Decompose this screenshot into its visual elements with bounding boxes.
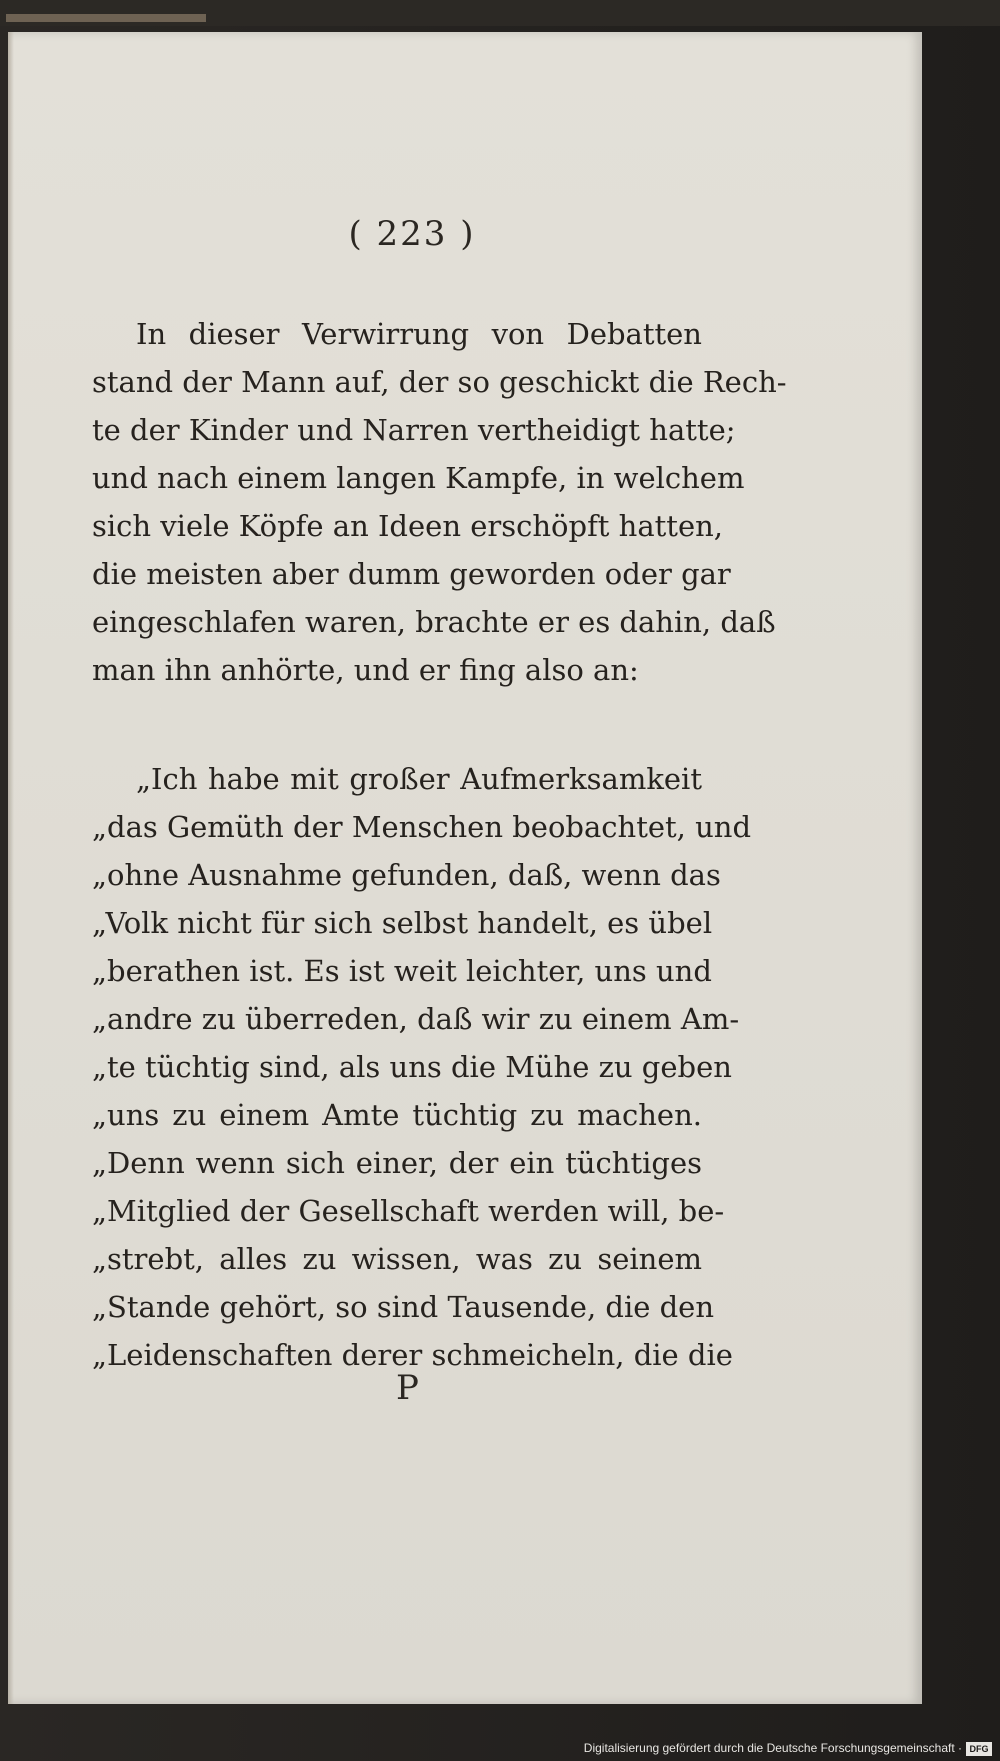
book-edge-strip: [6, 14, 206, 22]
text-line: und nach einem langen Kampfe, in welchem: [92, 461, 745, 495]
text-line: „Volk nicht für sich selbst handelt, es übel: [92, 906, 713, 940]
text-line: die meisten aber dumm geworden oder gar: [92, 557, 731, 591]
text-line: „Ich habe mit großer Aufmerksamkeit: [136, 762, 702, 796]
page-spine-shadow: [8, 32, 14, 1704]
text-line: te der Kinder und Narren vertheidigt hatte;: [92, 413, 736, 447]
text-line: „uns zu einem Amte tüchtig zu machen.: [92, 1098, 702, 1132]
text-line: „Denn wenn sich einer, der ein tüchtiges: [92, 1146, 702, 1180]
text-line: „das Gemüth der Menschen beobachtet, und: [92, 810, 752, 844]
text-line: eingeschlafen waren, brachte er es dahin, daß: [92, 605, 776, 639]
text-line: In dieser Verwirrung von Debatten: [136, 317, 702, 351]
dfg-logo: DFG: [966, 1742, 992, 1756]
text-line: „Stande gehört, so sind Tausende, die den: [92, 1290, 715, 1324]
paragraph-1: [92, 310, 787, 694]
text-line: „Leidenschaften derer schmeicheln, die die: [92, 1338, 733, 1372]
digitization-credit: Digitalisierung gefördert durch die Deutsche Forschungsgemeinschaft ·: [583, 1741, 962, 1755]
text-line: „andre zu überreden, daß wir zu einem Am-: [92, 1002, 740, 1036]
book-top-edge: [0, 0, 1000, 26]
text-line: sich viele Köpfe an Ideen erschöpft hatten,: [92, 509, 724, 543]
text-line: „Mitglied der Gesellschaft werden will, be-: [92, 1194, 725, 1228]
text-line: stand der Mann auf, der so geschickt die Rech-: [92, 365, 787, 399]
text-line: „ohne Ausnahme gefunden, daß, wenn das: [92, 858, 721, 892]
text-line: „strebt, alles zu wissen, was zu seinem: [92, 1242, 702, 1276]
text-line: „te tüchtig sind, als uns die Mühe zu geben: [92, 1050, 732, 1084]
page-number: ( 223 ): [348, 214, 476, 254]
text-line: man ihn anhörte, und er fing also an:: [92, 653, 639, 687]
paragraph-2: [92, 755, 752, 1379]
text-line: „berathen ist. Es ist weit leichter, uns und: [92, 954, 712, 988]
catchword: P: [396, 1368, 419, 1408]
